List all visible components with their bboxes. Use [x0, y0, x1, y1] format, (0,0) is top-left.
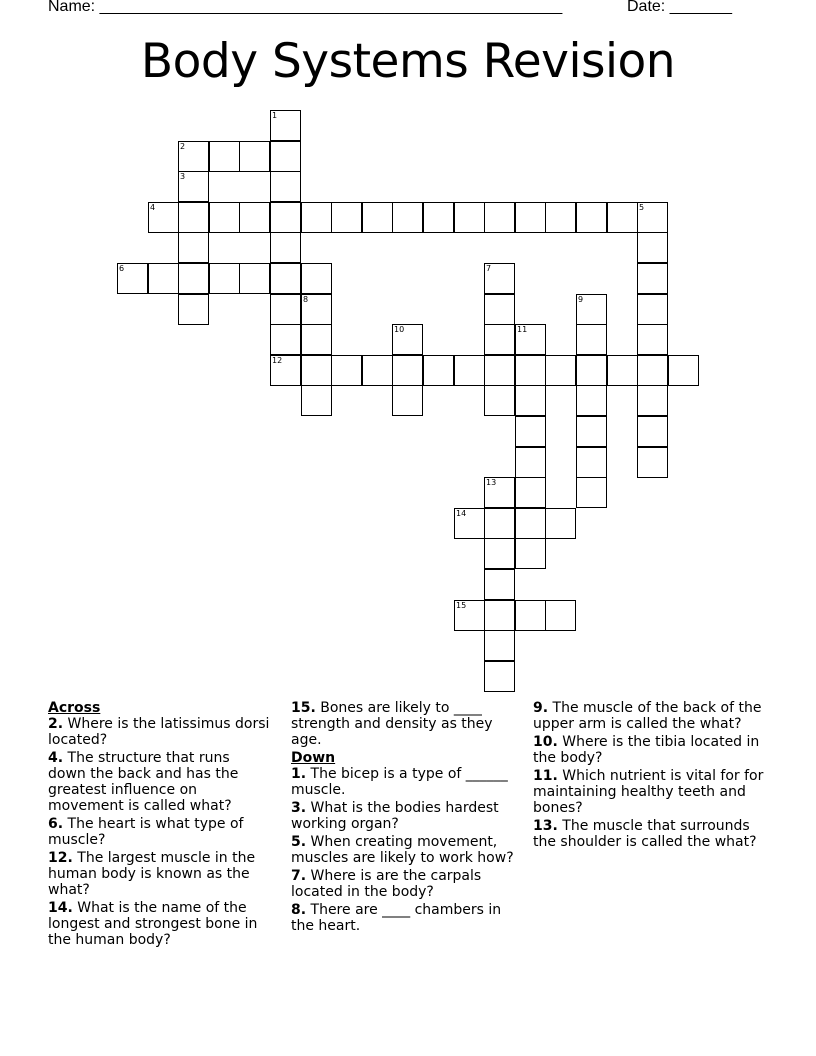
- clue-number: 11: [517, 325, 528, 334]
- grid-cell[interactable]: [515, 477, 546, 508]
- grid-cell[interactable]: [515, 508, 546, 539]
- grid-cell[interactable]: [392, 324, 423, 355]
- grid-cell[interactable]: [270, 202, 301, 233]
- clue-text: Which nutrient is vital for for maintaining healthy teeth and bones?: [533, 768, 764, 816]
- grid-cell[interactable]: [178, 232, 209, 263]
- grid-cell[interactable]: [637, 263, 668, 294]
- grid-cell[interactable]: [270, 294, 301, 325]
- clue-number: 7: [486, 264, 492, 273]
- clue-text: Bones are likely to ____ strength and density as they age.: [291, 700, 493, 748]
- clue-text: The largest muscle in the human body is known as the what?: [48, 850, 256, 898]
- grid-cell[interactable]: [209, 141, 240, 172]
- grid-cell[interactable]: [270, 232, 301, 263]
- grid-cell[interactable]: [270, 141, 301, 172]
- clue-number: 4: [150, 203, 156, 212]
- clue-number-label: 2.: [48, 716, 64, 732]
- clue-number-label: 13.: [533, 818, 558, 834]
- grid-cell[interactable]: [576, 385, 607, 416]
- grid-cell[interactable]: [637, 232, 668, 263]
- clue-number-label: 8.: [291, 902, 307, 918]
- grid-cell[interactable]: [484, 324, 515, 355]
- grid-cell[interactable]: [515, 355, 546, 386]
- clue-item: [533, 818, 773, 850]
- grid-cell[interactable]: [148, 263, 179, 294]
- clue-text: What is the bodies hardest working organ?: [291, 800, 499, 832]
- clue-item: [48, 816, 270, 848]
- grid-cell[interactable]: [392, 202, 423, 233]
- grid-cell[interactable]: [515, 538, 546, 569]
- grid-cell[interactable]: [209, 263, 240, 294]
- clue-item: [291, 834, 523, 866]
- clue-item: [48, 716, 270, 748]
- clue-text: Where is the tibia located in the body?: [533, 734, 760, 766]
- grid-cell[interactable]: [484, 630, 515, 661]
- grid-cell[interactable]: [484, 508, 515, 539]
- grid-cell[interactable]: [239, 202, 270, 233]
- grid-cell[interactable]: [178, 263, 209, 294]
- clue-number-label: 10.: [533, 734, 558, 750]
- grid-cell[interactable]: [178, 294, 209, 325]
- grid-cell[interactable]: [545, 600, 576, 631]
- clue-number: 9: [578, 295, 584, 304]
- grid-cell[interactable]: [301, 324, 332, 355]
- grid-cell[interactable]: [423, 355, 454, 386]
- clue-item: [533, 700, 773, 732]
- clue-number-label: 6.: [48, 816, 64, 832]
- clue-text: Where is the latissimus dorsi located?: [48, 716, 270, 748]
- name-field-label: Name: ____________________________________________________: [48, 0, 563, 15]
- clue-item: [533, 768, 773, 816]
- clue-number: 14: [456, 509, 467, 518]
- clue-number: 13: [486, 478, 497, 487]
- clue-number-label: 15.: [291, 700, 316, 716]
- grid-cell[interactable]: [637, 294, 668, 325]
- clue-item: [291, 766, 523, 798]
- grid-cell[interactable]: [209, 202, 240, 233]
- clue-number-label: 5.: [291, 834, 307, 850]
- clue-number: 6: [119, 264, 125, 273]
- grid-cell[interactable]: [576, 416, 607, 447]
- grid-cell[interactable]: [515, 416, 546, 447]
- grid-cell[interactable]: [331, 355, 362, 386]
- grid-cell[interactable]: [484, 263, 515, 294]
- grid-cell[interactable]: [484, 600, 515, 631]
- grid-cell[interactable]: [576, 355, 607, 386]
- clue-number-label: 12.: [48, 850, 73, 866]
- clue-text: What is the name of the longest and strongest bone in the human body?: [48, 900, 258, 948]
- grid-cell[interactable]: [576, 324, 607, 355]
- clue-item: [291, 700, 523, 748]
- grid-cell[interactable]: [270, 110, 301, 141]
- clue-number: 2: [180, 142, 186, 151]
- grid-cell[interactable]: [270, 171, 301, 202]
- grid-cell[interactable]: [576, 202, 607, 233]
- grid-cell[interactable]: [301, 263, 332, 294]
- clues-column-3: [533, 700, 773, 852]
- grid-cell[interactable]: [331, 202, 362, 233]
- grid-cell[interactable]: [301, 294, 332, 325]
- grid-cell[interactable]: [484, 538, 515, 569]
- grid-cell[interactable]: [270, 324, 301, 355]
- grid-cell[interactable]: [392, 385, 423, 416]
- clue-number-label: 4.: [48, 750, 64, 766]
- grid-cell[interactable]: [515, 600, 546, 631]
- grid-cell[interactable]: [484, 202, 515, 233]
- grid-cell[interactable]: [178, 202, 209, 233]
- clue-item: [291, 800, 523, 832]
- clue-text: The heart is what type of muscle?: [48, 816, 244, 848]
- grid-cell[interactable]: [607, 202, 638, 233]
- grid-cell[interactable]: [301, 202, 332, 233]
- grid-cell[interactable]: [545, 355, 576, 386]
- grid-cell[interactable]: [637, 416, 668, 447]
- grid-cell[interactable]: [454, 508, 485, 539]
- grid-cell[interactable]: [484, 355, 515, 386]
- grid-cell[interactable]: [576, 294, 607, 325]
- grid-cell[interactable]: [454, 355, 485, 386]
- grid-cell[interactable]: [301, 355, 332, 386]
- grid-cell[interactable]: [270, 263, 301, 294]
- clue-number: 10: [394, 325, 405, 334]
- clue-text: The muscle that surrounds the shoulder is called the what?: [533, 818, 757, 850]
- grid-cell[interactable]: [423, 202, 454, 233]
- clues-column-2: [291, 700, 523, 936]
- clue-number: 12: [272, 356, 283, 365]
- grid-cell[interactable]: [301, 385, 332, 416]
- grid-cell[interactable]: [576, 477, 607, 508]
- grid-cell[interactable]: [239, 263, 270, 294]
- clue-item: [48, 850, 270, 898]
- clue-number: 15: [456, 601, 467, 610]
- clue-text: The structure that runs down the back and has the greatest influence on movement is called what?: [48, 750, 239, 814]
- grid-cell[interactable]: [637, 324, 668, 355]
- grid-cell[interactable]: [270, 355, 301, 386]
- grid-cell[interactable]: [484, 294, 515, 325]
- clue-number-label: 14.: [48, 900, 73, 916]
- across-heading: Across: [48, 700, 101, 716]
- grid-cell[interactable]: [117, 263, 148, 294]
- grid-cell[interactable]: [484, 569, 515, 600]
- date-field-label: Date: _______: [627, 0, 732, 15]
- grid-cell[interactable]: [545, 508, 576, 539]
- grid-cell[interactable]: [362, 202, 393, 233]
- grid-cell[interactable]: [484, 385, 515, 416]
- grid-cell[interactable]: [178, 171, 209, 202]
- grid-cell[interactable]: [637, 355, 668, 386]
- grid-cell[interactable]: [545, 202, 576, 233]
- clue-number-label: 3.: [291, 800, 307, 816]
- grid-cell[interactable]: [637, 202, 668, 233]
- clue-number: 1: [272, 111, 278, 120]
- down-heading: Down: [291, 750, 336, 766]
- clues-column-1: [48, 700, 270, 950]
- clue-number-label: 7.: [291, 868, 307, 884]
- clue-number: 5: [639, 203, 645, 212]
- clue-item: [291, 868, 523, 900]
- clue-item: [533, 734, 773, 766]
- grid-cell[interactable]: [637, 447, 668, 478]
- grid-cell[interactable]: [454, 202, 485, 233]
- grid-cell[interactable]: [607, 355, 638, 386]
- clue-number-label: 1.: [291, 766, 307, 782]
- clue-item: [48, 900, 270, 948]
- grid-cell[interactable]: [637, 385, 668, 416]
- grid-cell[interactable]: [484, 477, 515, 508]
- grid-cell[interactable]: [515, 202, 546, 233]
- clue-text: Where is are the carpals located in the body?: [291, 868, 482, 900]
- grid-cell[interactable]: [148, 202, 179, 233]
- grid-cell[interactable]: [178, 141, 209, 172]
- clue-text: The muscle of the back of the upper arm is called the what?: [533, 700, 762, 732]
- clue-text: There are ____ chambers in the heart.: [291, 902, 502, 934]
- grid-cell[interactable]: [484, 661, 515, 692]
- clue-item: [291, 902, 523, 934]
- grid-cell[interactable]: [362, 355, 393, 386]
- clue-number-label: 9.: [533, 700, 549, 716]
- grid-cell[interactable]: [576, 447, 607, 478]
- clue-number-label: 11.: [533, 768, 558, 784]
- clue-item: [48, 750, 270, 814]
- grid-cell[interactable]: [668, 355, 699, 386]
- grid-cell[interactable]: [515, 324, 546, 355]
- clue-number: 8: [303, 295, 309, 304]
- clue-text: When creating movement, muscles are likely to work how?: [291, 834, 514, 866]
- grid-cell[interactable]: [239, 141, 270, 172]
- grid-cell[interactable]: [515, 447, 546, 478]
- page-title: Body Systems Revision: [140, 34, 676, 89]
- clue-text: The bicep is a type of ______ muscle.: [291, 766, 508, 798]
- grid-cell[interactable]: [392, 355, 423, 386]
- grid-cell[interactable]: [515, 385, 546, 416]
- grid-cell[interactable]: [454, 600, 485, 631]
- clue-number: 3: [180, 172, 186, 181]
